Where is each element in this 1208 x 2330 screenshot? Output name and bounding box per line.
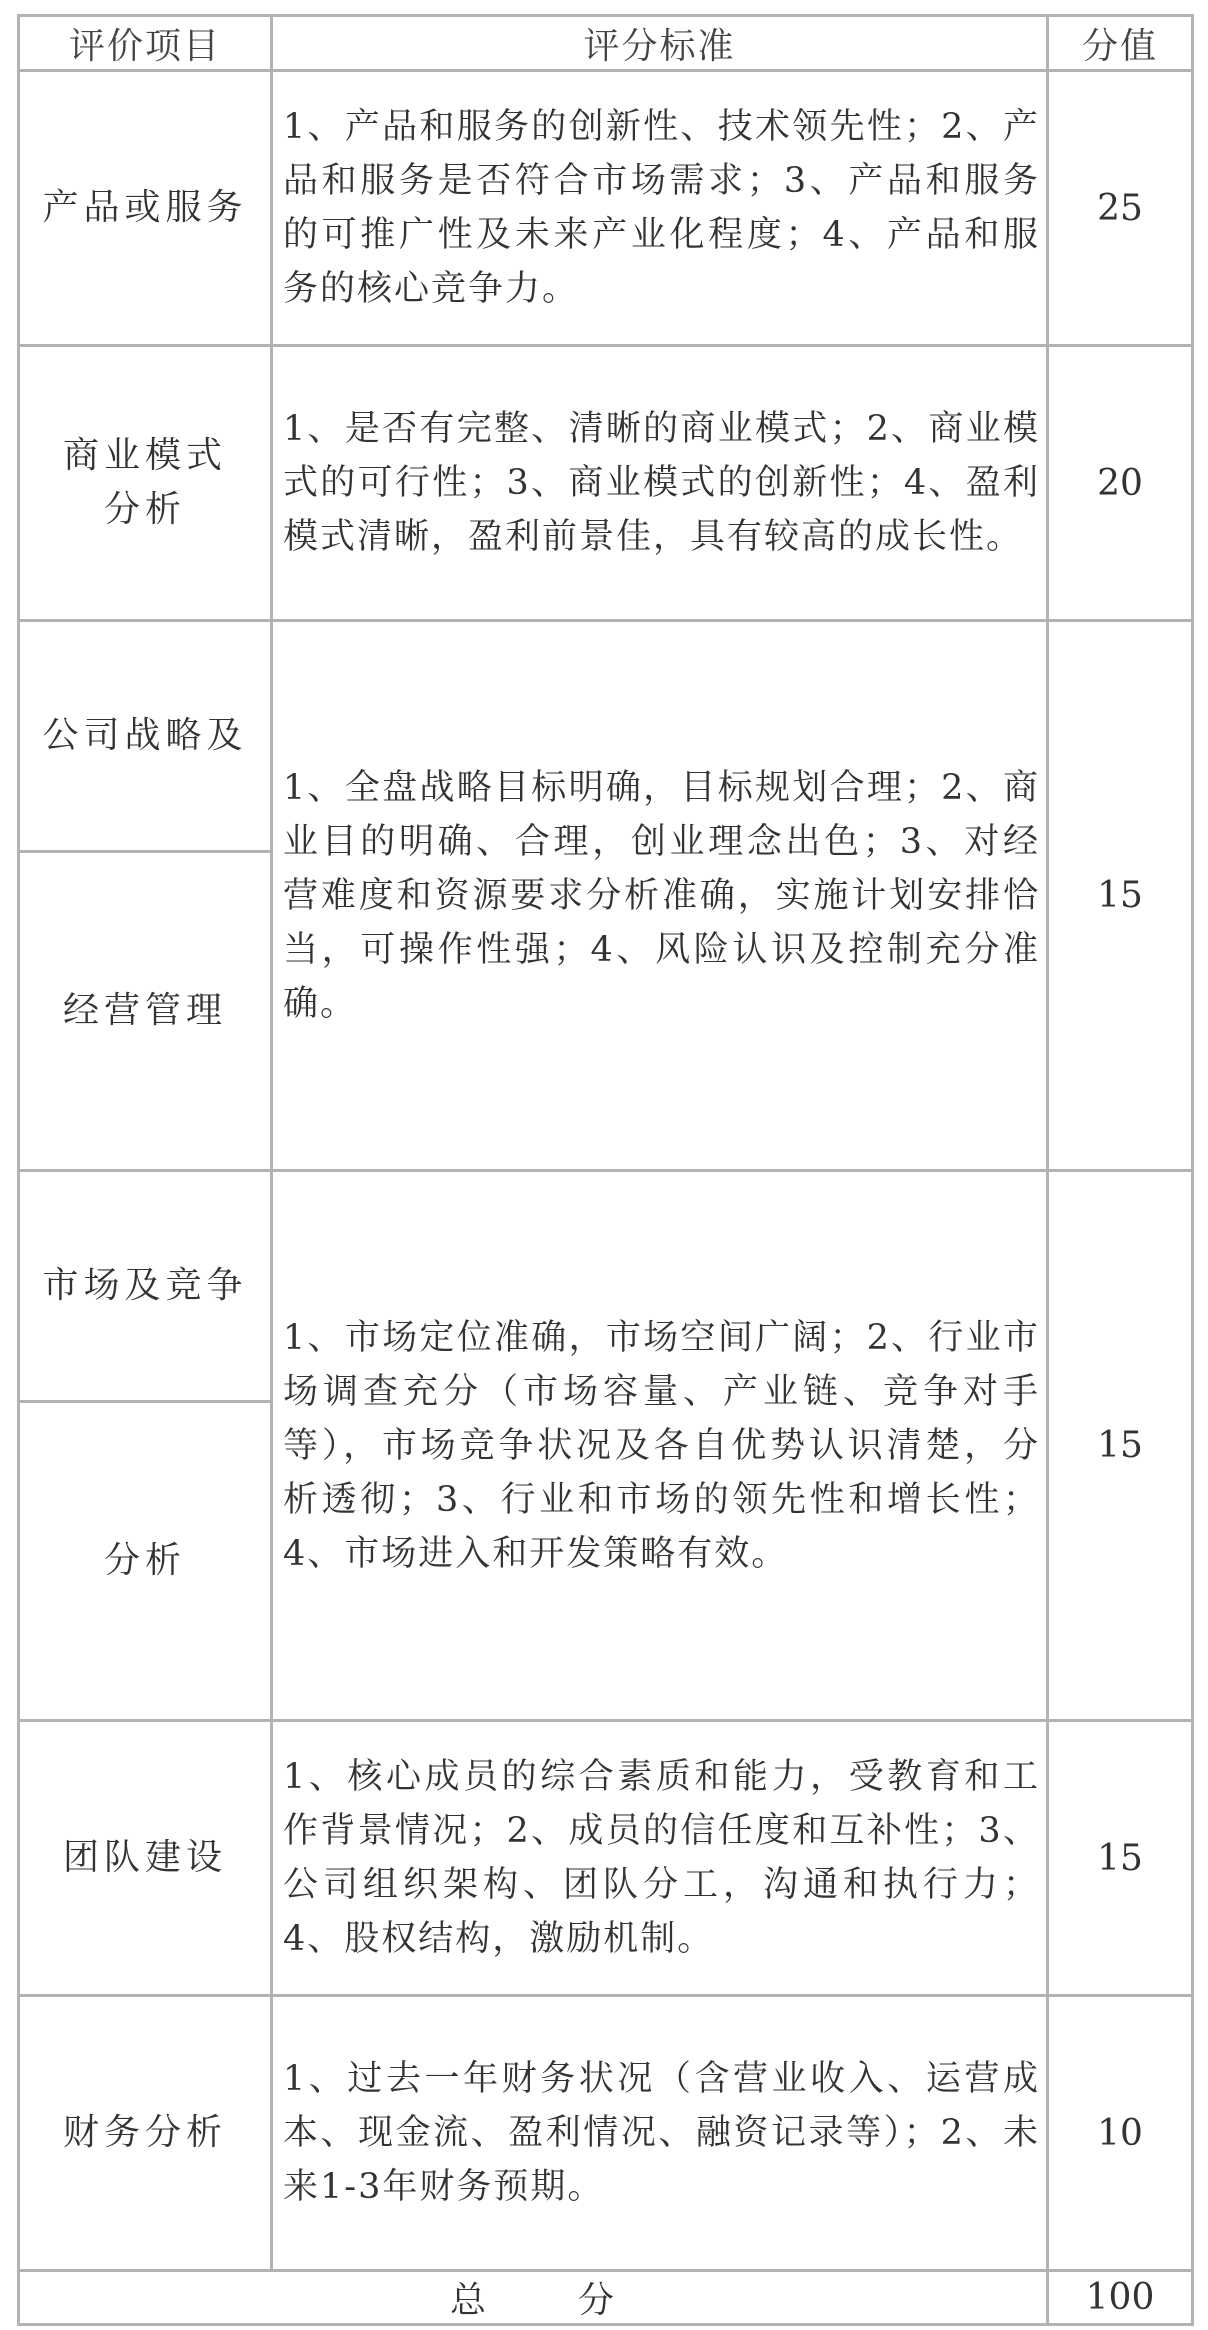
row-item-bottom: 经营管理 [19, 852, 272, 1171]
row-item-top: 公司战略及 [19, 621, 272, 852]
table-row [19, 621, 1193, 852]
scoring-table [17, 14, 1194, 2326]
row-criteria: 1、产品和服务的创新性、技术领先性；2、产品和服务是否符合市场需求；3、产品和服务的可推广性及未来产业化程度；4、产品和服务的核心竞争力。 [272, 71, 1048, 346]
table-row [19, 1996, 1193, 2271]
total-label-1: 总 [449, 2280, 488, 2321]
row-item: 财务分析 [19, 1996, 272, 2271]
header-item: 评价项目 [19, 16, 272, 71]
header-row [19, 16, 1193, 71]
row-item-top: 市场及竞争 [19, 1171, 272, 1402]
row-score: 25 [1048, 71, 1193, 346]
row-criteria: 1、是否有完整、清晰的商业模式；2、商业模式的可行性；3、商业模式的创新性；4、盈利模式清晰，盈利前景佳，具有较高的成长性。 [272, 346, 1048, 621]
row-item: 团队建设 [19, 1721, 272, 1996]
row-item: 商业模式 分析 [19, 346, 272, 621]
total-score: 100 [1048, 2271, 1193, 2325]
header-criteria: 评分标准 [272, 16, 1048, 71]
row-criteria: 1、全盘战略目标明确，目标规划合理；2、商业目的明确、合理，创业理念出色；3、对经营难度和资源要求分析准确，实施计划安排恰当，可操作性强；4、风险认识及控制充分准确。 [272, 621, 1048, 1171]
row-score: 20 [1048, 346, 1193, 621]
row-score: 10 [1048, 1996, 1193, 2271]
table-row [19, 346, 1193, 621]
total-label [19, 2271, 1048, 2325]
row-score: 15 [1048, 621, 1193, 1171]
row-criteria: 1、核心成员的综合素质和能力，受教育和工作背景情况；2、成员的信任度和互补性；3、公司组织架构、团队分工，沟通和执行力；4、股权结构，激励机制。 [272, 1721, 1048, 1996]
total-label-2: 分 [578, 2280, 617, 2321]
table-row [19, 1171, 1193, 1402]
header-score: 分值 [1048, 16, 1193, 71]
row-criteria: 1、过去一年财务状况（含营业收入、运营成本、现金流、盈利情况、融资记录等）；2、未来1-3年财务预期。 [272, 1996, 1048, 2271]
row-item-bottom: 分析 [19, 1402, 272, 1721]
table-row [19, 71, 1193, 346]
table-row [19, 1721, 1193, 1996]
row-criteria: 1、市场定位准确，市场空间广阔；2、行业市场调查充分（市场容量、产业链、竞争对手等），市场竞争状况及各自优势认识清楚，分析透彻；3、行业和市场的领先性和增长性；4、市场进入和开发策略有效。 [272, 1171, 1048, 1721]
total-row [19, 2271, 1193, 2325]
row-score: 15 [1048, 1721, 1193, 1996]
row-score: 15 [1048, 1171, 1193, 1721]
row-item: 产品或服务 [19, 71, 272, 346]
